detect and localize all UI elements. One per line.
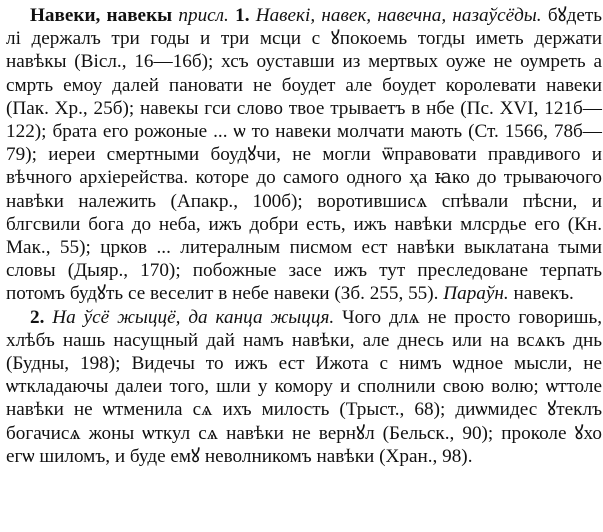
- part-of-speech: присл.: [178, 5, 229, 26]
- cross-reference-label: Параўн.: [443, 283, 509, 305]
- sense-2-citations: Чого длѧ не просто говоришь, хлѣбъ нашь насущный дай намъ навѣки, але днесь или на всѧкъ днь (Будны, 198); Видечы то ижъ ест Ижота с нимъ ѡдное мысли, не ѡткладаючы далеи того, шли у комору и сполнили свою волю; ѡттоле навѣки не ѡтменила сѧ ихъ милость (Трыст., 68); диѡмидес ꙋтеклъ богачисѧ жоны ѡткул сѧ навѣки не вернꙋл (Бельск., 90); проколе ꙋхо егѡ шиломъ, и буде емꙋ неволникомъ навѣки (Хран., 98).: [6, 306, 603, 467]
- cross-reference-word: навекъ.: [513, 283, 574, 305]
- sense-1-citations: бꙋдеть лі держалъ три годы и три мсци с ꙋпокоемь тогды иметь держати навѣкы (Вісл., 16—16б); хсъ оуставши из мертвых оуже не оумреть а смрть емоу далей пановати не боудет але боудет королевати навеки (Пак. Хр., 25б); навекы гси слово твое трываетъ в нбе (Пс. XVI, 121б—122); брата его рожоные ... ѡ то навеки молчати мають (Ст. 1566, 78б—79); иереи смертными боудꙋчи, не могли ѿправовати правдивого и вѣчного архіерейства. которе до самого одного ҳа ꙗко до трываючого навѣки належить (Апакр., 100б); воротившисѧ спѣвали пѣсни, и блгсвили бога до неба, ижъ добри есть, ижъ навѣки млсрдье его (Кн. Мак., 55); црков ... литералным писмом ест навѣки выклатана тыми словы (Дыяр., 170); побожные засе ижъ тут преследоване терпать потомъ будꙋть се веселит в небе навеки (Зб. 255, 55).: [6, 5, 603, 305]
- sense-2-gloss: На ўсё жыццё, да канца жыцця.: [52, 306, 335, 328]
- dictionary-entry: [6, 4, 602, 468]
- sense-1-paragraph: [6, 4, 602, 306]
- sense-1-number: 1.: [235, 5, 250, 26]
- sense-1-gloss: Навекі, навек, навечна, назаўсёды.: [255, 5, 542, 26]
- sense-2-number: 2.: [30, 306, 45, 328]
- sense-2-paragraph: [6, 306, 602, 468]
- headword: Навеки, навекы: [30, 5, 173, 26]
